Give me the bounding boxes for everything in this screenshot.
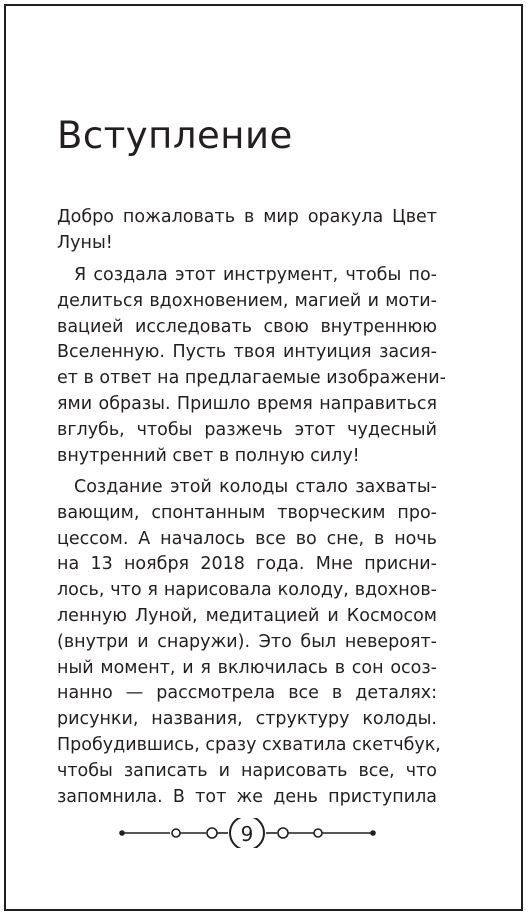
paragraph-1 [57,205,437,257]
text-line: нанно — рассмотрела все в деталях: [57,683,437,704]
text-line: Создание этой колоды стало захваты- [74,477,437,497]
footer-ornament [0,818,529,848]
text-line: Вселенную. Пусть твоя интуиция засия- [57,342,437,363]
page-number: 9 [240,822,254,846]
text-line: делиться вдохновением, магией и моти- [57,290,437,311]
text-line: ями образы. Пришло время направиться [57,393,437,414]
text-line: цессом. А началось все во сне, в ночь [57,528,437,549]
paragraph-3 [57,475,441,810]
text-line: вглубь, чтобы разжечь этот чудесный [57,419,437,440]
text-line: на 13 ноября 2018 года. Мне присни- [57,554,437,575]
text-line: Добро пожаловать в мир оракула Цвет [57,207,437,227]
text-line: рисунки, названия, структуру колоды. [57,709,437,730]
text-line: лось, что я нарисовала колоду, вдохнов- [57,580,437,601]
paragraph-2 [57,263,446,469]
text-line: вающим, спонтанным творческим про- [57,502,437,523]
text-line: ет в ответ на предлагаемые изображени- [57,368,446,389]
text-line: ленную Луной, медитацией и Космосом [57,605,437,626]
text-line: запомнила. В тот же день приступила [57,786,437,807]
text-line: Пробудившись, сразу схватила скетчбук, [57,734,441,755]
text-line: чтобы записать и нарисовать все, что [57,760,437,781]
text-line: (внутри и снаружи). Это был невероят- [57,631,437,652]
text-line: внутренний свет в полную силу! [57,445,360,466]
page-title: Вступление [57,114,293,157]
text-line: ный момент, и я включилась в сон осоз- [57,657,437,678]
text-line: Я создала этот инструмент, чтобы по- [74,265,437,285]
text-line: Луны! [57,232,113,253]
text-line: вацией исследовать свою внутреннюю [57,316,437,337]
